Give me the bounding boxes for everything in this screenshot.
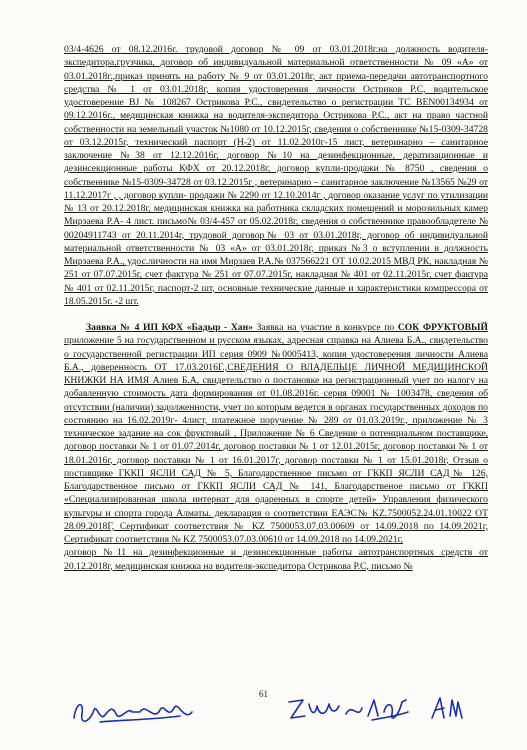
product-name: СОК ФРУКТОВЫЙ [397, 322, 488, 333]
signature-1 [70, 692, 200, 732]
application-heading: Заявка № 4 ИП КФХ «Бадыр - Хан» [86, 322, 253, 333]
application-paragraph [64, 321, 488, 546]
application-intro: Заявка на участие в конкурсе по [252, 322, 398, 333]
signature-2 [285, 692, 341, 726]
signature-3 [342, 692, 412, 726]
document-body [64, 43, 488, 573]
application-body: приложение 5 на государственном и русском языках, адресная справка на Алиева Б.А., свидетельство о государственной регистрации ИП серия 0909 №0005413, копия удостоверения личности Алиева Б.А., доверенность ОТ 17.03.2016Г.,СВЕДЕНИЯ О ВЛАДЕЛЬЦЕ ЛИЧНОЙ МЕДИЦИНСКОЙ КНИЖКИ НА ИМЯ Алиев Б.А, свидетельство о постановке на регистрационный учет по налогу на добавленную стоимость дата формирования от 01.08.2016г. серия 09001 № 1003478, сведения об отсутствии (наличии) задолженности, учет по которым ведется в органах государственных доходов по состоянию на 16.02.2019г- 4лист, платежное поручение № 289 от 01.03.2019г., приложение № 3 техническое задание на сок фруктовый , Приложение № 6 Сведение о потенциальном поставщике, договор поставки № 1 от 01.07.2014г, договор поставки № 1 от 12.01.2015г, договор поставки № 1 от 18.01.2016г, договор поставки № 1 от 16.01.2017г, договор поставки № 1 от 15.01.2018г, Отзыв о поставщике ГККП ЯСЛИ САД № 5, Благодарственное письмо от ГККП ЯСЛИ САД№ 126, Благодарственное письмо от ГККП ЯСЛИ САД № 141, Благодарственое письмо от ГККП «Специализированная школа интернат для одаренных в спорте детей» Управления физического культуры и спорта города Алматы. декларация о соответствии ЕАЭС№ KZ.7500052.24.01.10022 ОТ 28.09.2018Г, Сертификат соответствия № KZ 7500053.07.03.00609 от 14.09.2018 по 14.09.2021г, Сертификат соответствия № KZ 7500053.07.03.00610 от 14.09.2018 по 14.09.2021г, [64, 335, 488, 545]
contract-paragraph: договор №11 на дезинфекционные и дезинсекционные работы автотранспортных средств от 20.12.2018г, медицинская книжка на водителя-экспедитора Острикова Р.С, письмо № [64, 547, 488, 572]
continuation-paragraph: 03/4-4626 от 08.12.2016г. трудовой договор № 09 от 03.01.2018г.на должность водителя-экспедитора,грузчика, договор об индивидуальной материальной ответственности № 09 «А» от 03.01.2018г.,приказ принять на работу № 9 от 03.01.2018г, акт приема-передачи автотранспортного средства № 1 от 03.01.2018г, копия удостоверения личности Остриков Р.С, водительское удостоверение BJ № 108267 Острикова Р.С., свидетельство о регистрации ТС BEN00134934 от 09.12.2016г., медицинская книжка на водителя-экспедитора Острикова Р.С., акт на право частной собственности на земельный участок №1080 от 10.12.2015г, сведения о собственнике №15-0309-34728 от 03.12.2015г, технический паспорт (Н-2) от 11.02.2010г-15 лист, ветеринарно – санитарное заключение №38 от 12.12.2016г, договор №10 на дезинфекционные, дератизационные и дезинсекционные работы КФХ от 20.12.2018г, договор купли-продажи № 8750 , сведения о собственнике №15-0309-34728 от 03.12.2015г , ветеринарно – санитарное заключение №13565 №29 от 11.12.2017г , , договор купли- продажи № 2290 от 12.10.2014г , договор оказание услуг по утилизации № 13 от 20.12.2018г, медицинская книжка на работника складских помещений и морозильных камер Мирзаева Р.А- 4 лист. письмо№ 03/4-457 от 05.02.2018г, сведения о собственнике правообладетеле № 0020491174З от 20.11.2014г, трудовой договор№ 03 от 03.01.2018г, договор об индивидуальной материальной ответственности № 03 «А» от 03.01.2018г, приказ №3 о вступлении в должность Мирзаева Р.А., удос.личности на имя Мирзаев Р.А.№ 037566221 ОТ 10.02.2015 МВД РК, накладная № 251 от 07.07.2015г, счет фактура № 251 от 07.07.2015г, накладная № 401 от 02.11.2015г, счет фактура № 401 от 02.11.2015г, паспорт-2 шт, основные технические данные и характеристики компрессора от 18.05.2015г. -2 шт. [64, 44, 488, 307]
signature-4 [428, 692, 468, 726]
page-number: 61 [259, 689, 268, 699]
